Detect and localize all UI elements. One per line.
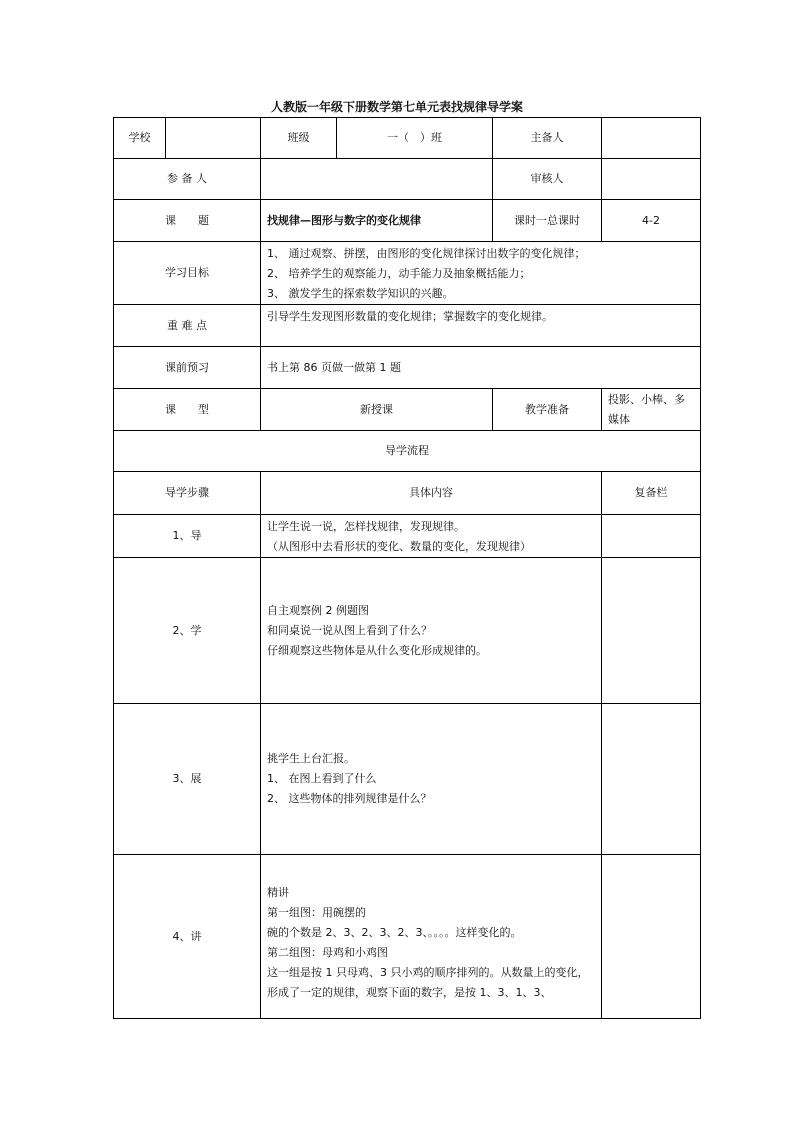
key-points-value: 引导学生发现图形数量的变化规律；掌握数字的变化规律。: [261, 305, 701, 347]
objectives-content: [261, 242, 701, 305]
school-value[interactable]: [166, 118, 261, 159]
lesson-type-label: 课 型: [114, 389, 261, 431]
school-label: 学校: [114, 118, 166, 159]
preview-label: 课前预习: [114, 347, 261, 389]
flow-header-content: 具体内容: [261, 472, 602, 515]
reviewer-label: 审核人: [493, 159, 602, 200]
step-line: 2、 这些物体的排列规律是什么？: [267, 792, 432, 805]
step-line: 第一组图：用碗摆的: [267, 906, 366, 919]
objectives-label: 学习目标: [114, 242, 261, 305]
step-line: 1、 在图上看到了什么: [267, 772, 377, 785]
step-line: （从图形中去看形状的变化、数量的变化，发现规律）: [267, 540, 531, 553]
step-row: [114, 855, 701, 1019]
step-content: [261, 855, 602, 1019]
flow-title: 导学流程: [114, 431, 701, 472]
step-row: [114, 558, 701, 704]
step-note[interactable]: [602, 855, 701, 1019]
row-objectives: [114, 242, 701, 305]
row-participants: [114, 159, 701, 200]
preview-value: 书上第 86 页做一做第 1 题: [261, 347, 701, 389]
step-line: 碗的个数是 2、3、2、3、2、3、。。。。这样变化的。: [267, 926, 522, 939]
step-line: 第二组图：母鸡和小鸡图: [267, 946, 388, 959]
participants-value[interactable]: [261, 159, 493, 200]
step-label: 3、展: [114, 704, 261, 855]
step-line: 自主观察例 2 例题图: [267, 603, 369, 617]
step-row: [114, 704, 701, 855]
participants-label: 参 备 人: [114, 159, 261, 200]
step-note[interactable]: [602, 704, 701, 855]
class-label: 班级: [261, 118, 337, 159]
teaching-prep-value: [602, 389, 701, 431]
row-lesson-type: [114, 389, 701, 431]
class-value[interactable]: 一（ ）班: [337, 118, 493, 159]
flow-header-note: 复备栏: [602, 472, 701, 515]
row-key-points: [114, 305, 701, 347]
step-content: [261, 515, 602, 558]
teaching-prep-text: 投影、小棒、多媒体: [608, 392, 685, 426]
step-content: [261, 558, 602, 704]
step-label: 1、导: [114, 515, 261, 558]
hours-value: 4-2: [602, 200, 701, 242]
objective-item: 2、 培养学生的观察能力，动手能力及抽象概括能力；: [267, 267, 531, 280]
step-line: 仔细观察这些物体是从什么变化形成规律的。: [267, 643, 487, 657]
preparer-label: 主备人: [493, 118, 602, 159]
step-content: [261, 704, 602, 855]
step-row: [114, 515, 701, 558]
step-note[interactable]: [602, 515, 701, 558]
document-title: 人教版一年级下册数学第七单元表找规律导学案: [270, 100, 523, 114]
topic-value: 找规律—图形与数字的变化规律: [261, 200, 493, 242]
step-line: 挑学生上台汇报。: [267, 752, 355, 765]
step-line: 让学生说一说，怎样找规律，发现规律。: [267, 520, 465, 533]
step-line: 和同桌说一说从图上看到了什么？: [267, 623, 432, 637]
hours-label: 课时一总课时: [493, 200, 602, 242]
teaching-prep-label: 教学准备: [493, 389, 602, 431]
step-note[interactable]: [602, 558, 701, 704]
row-flow-header: [114, 472, 701, 515]
step-label: 4、讲: [114, 855, 261, 1019]
step-label: 2、学: [114, 558, 261, 704]
reviewer-value[interactable]: [602, 159, 701, 200]
step-line: 精讲: [267, 886, 289, 899]
objective-item: 3、 激发学生的探索数学知识的兴趣。: [267, 287, 454, 300]
lesson-plan-table: [113, 117, 701, 1019]
key-points-label: 重 难 点: [114, 305, 261, 347]
row-topic: [114, 200, 701, 242]
topic-label: 课 题: [114, 200, 261, 242]
preparer-value[interactable]: [602, 118, 701, 159]
objective-item: 1、 通过观察、拼摆，由图形的变化规律探讨出数字的变化规律；: [267, 247, 586, 260]
row-flow-title: [114, 431, 701, 472]
row-preview: [114, 347, 701, 389]
flow-header-step: 导学步骤: [114, 472, 261, 515]
row-school: [114, 118, 701, 159]
step-line: 这一组是按 1 只母鸡、3 只小鸡的顺序排列的。从数量上的变化，形成了一定的规律，观察下面的数字，是按 1、3、1、3、: [267, 966, 589, 999]
lesson-type-value: 新授课: [261, 389, 493, 431]
